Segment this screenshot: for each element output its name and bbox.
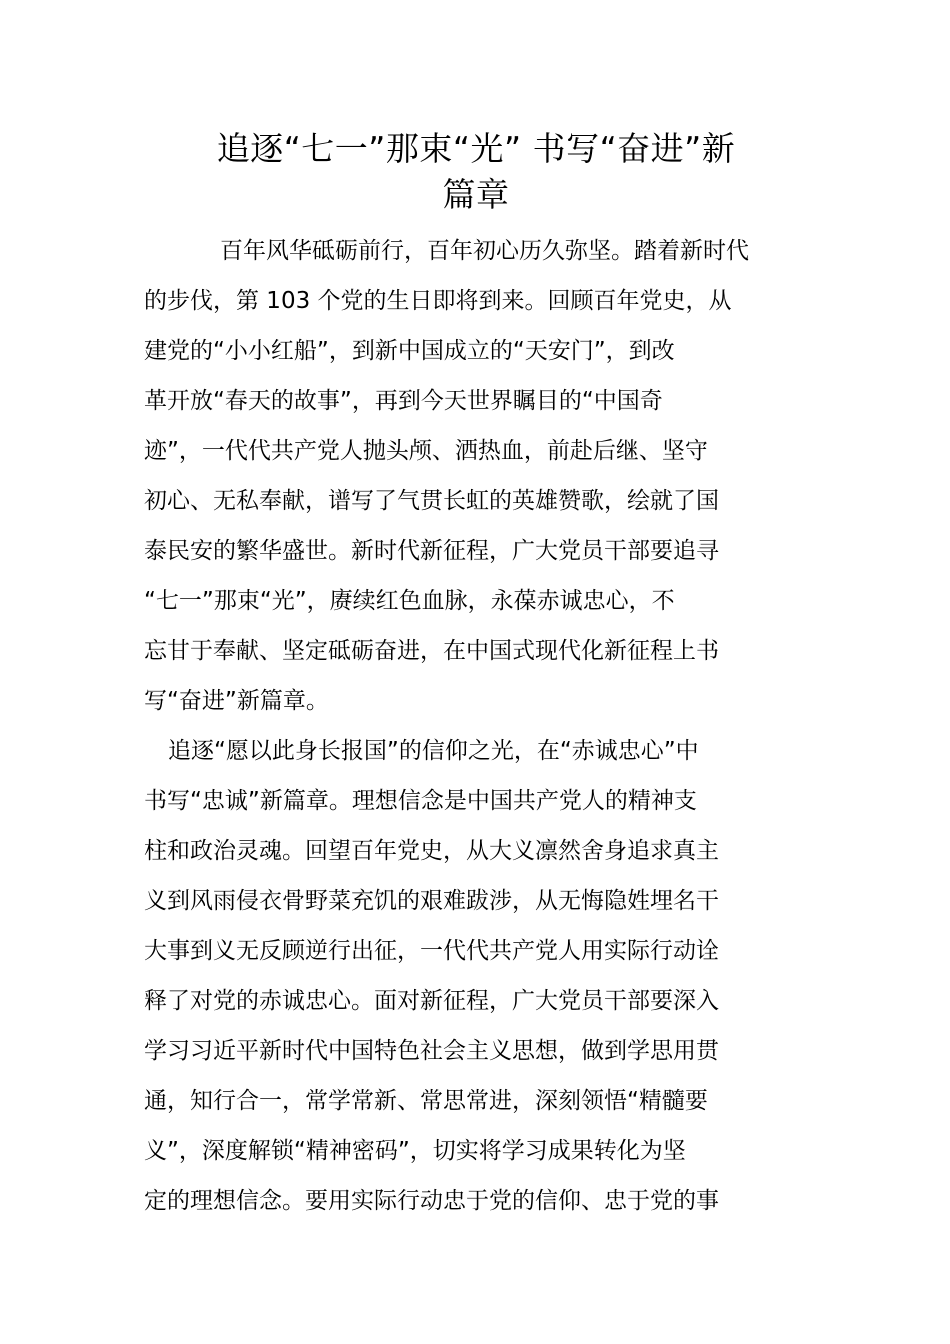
paragraph-2-line-6: 释了对党的赤诚忠心。面对新征程，广大党员干部要深入 [144,988,719,1014]
paragraph-1-line-7: 泰民安的繁华盛世。新时代新征程，广大党员干部要追寻 [144,538,719,564]
paragraph-2-line-9: 义”，深度解锁“精神密码”，切实将学习成果转化为坚 [144,1138,686,1164]
paragraph-1-line-6: 初心、无私奉献，谱写了气贯长虹的英雄赞歌，绘就了国 [144,488,719,514]
paragraph-1-line-10: 写“奋进”新篇章。 [144,688,329,714]
title-line-2: 篇章 [442,175,510,214]
paragraph-2-line-8: 通，知行合一，常学常新、常思常进，深刻领悟“精髓要 [144,1088,708,1114]
paragraph-2-line-1: 追逐“愿以此身长报国”的信仰之光，在“赤诚忠心”中 [168,738,699,764]
paragraph-2-line-5: 大事到义无反顾逆行出征，一代代共产党人用实际行动诠 [144,938,719,964]
paragraph-2-line-4: 义到风雨侵衣骨野菜充饥的艰难跋涉，从无悔隐姓埋名干 [144,888,719,914]
paragraph-1-line-1: 百年风华砥砺前行，百年初心历久弥坚。踏着新时代 [220,238,749,264]
paragraph-2-line-3: 柱和政治灵魂。回望百年党史，从大义凛然舍身追求真主 [144,838,719,864]
title-line-1: 追逐“七一”那束“光” 书写“奋进”新 [216,129,736,168]
document-title [146,126,806,218]
paragraph-1-line-4: 革开放“春天的故事”，再到今天世界瞩目的“中国奇 [144,388,663,414]
paragraph-1-line-3: 建党的“小小红船”，到新中国成立的“天安门”，到改 [144,338,675,364]
paragraph-1-line-8: “七一”那束“光”，赓续红色血脉，永葆赤诚忠心，不 [144,588,675,614]
paragraph-2-line-10: 定的理想信念。要用实际行动忠于党的信仰、忠于党的事 [144,1188,719,1214]
paragraph-1 [144,226,810,726]
paragraph-2-line-2: 书写“忠诚”新篇章。理想信念是中国共产党人的精神支 [144,788,697,814]
document-body [144,226,810,1226]
paragraph-2 [144,726,810,1226]
paragraph-1-line-5: 迹”，一代代共产党人抛头颅、洒热血，前赴后继、坚守 [144,438,708,464]
paragraph-1-line-9: 忘甘于奉献、坚定砥砺奋进，在中国式现代化新征程上书 [144,638,719,664]
paragraph-2-line-7: 学习习近平新时代中国特色社会主义思想，做到学思用贯 [144,1038,719,1064]
paragraph-1-line-2: 的步伐，第 103 个党的生日即将到来。回顾百年党史，从 [144,288,732,314]
